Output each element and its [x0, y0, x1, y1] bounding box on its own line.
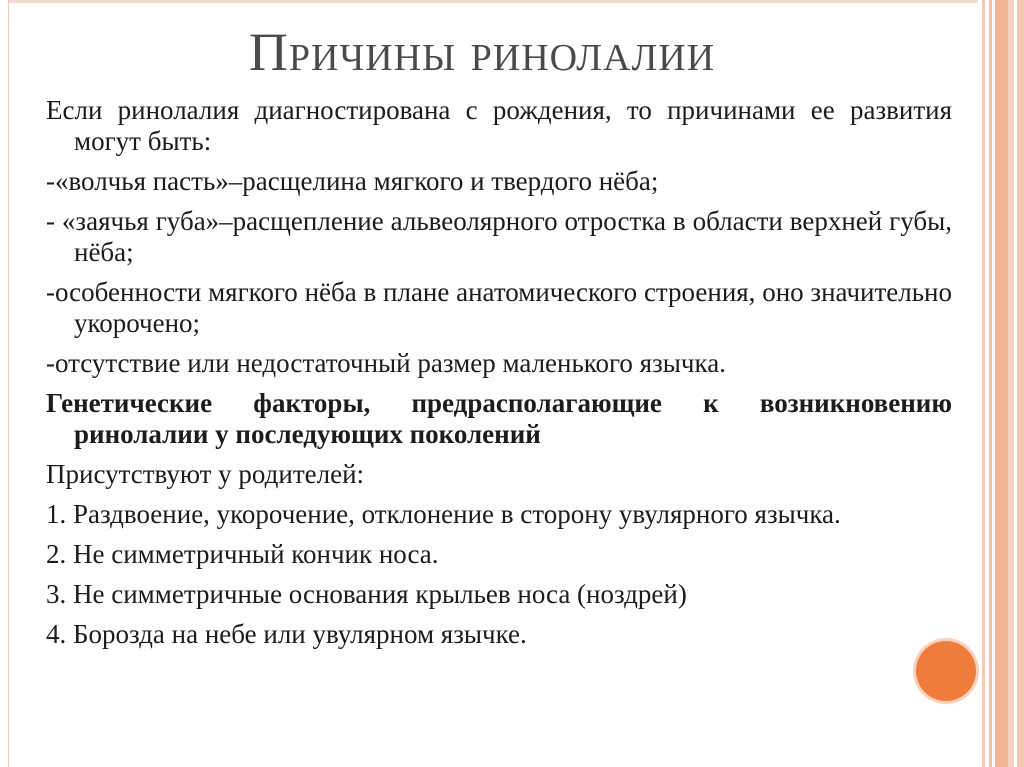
intro-paragraph: Если ринолалия диагностирована с рождения, то причинами ее развития могут быть:	[46, 95, 952, 156]
orange-circle-decoration	[916, 641, 976, 701]
list-item-3: 3. Не симметричные основания крыльев носа (ноздрей)	[46, 579, 687, 609]
cause-item-cleft-lip: - «заячья губа»‒расщепление альвеолярного отростка в области верхней губы, нёба;	[46, 206, 952, 267]
cause-item-cleft-palate: -«волчья пасть»‒расщелина мягкого и твердого нёба;	[46, 166, 659, 196]
cause-item-soft-palate: -особенности мягкого нёба в плане анатомического строения, оно значительно укорочено;	[46, 277, 952, 338]
cause-item-uvula: -отсутствие или недостаточный размер маленького язычка.	[46, 348, 726, 378]
list-item-1: 1. Раздвоение, укорочение, отклонение в сторону увулярного язычка.	[46, 499, 841, 529]
list-item-2: 2. Не симметричный кончик носа.	[46, 539, 439, 569]
decorative-stripes	[978, 0, 1024, 767]
list-item-4: 4. Борозда на небе или увулярном язычке.	[46, 619, 527, 649]
top-border	[0, 0, 1024, 3]
parents-label: Присутствуют у родителей:	[46, 459, 365, 489]
genetic-factors-heading: Генетические факторы, предрасполагающие к возникновению ринолалии у последующих поколений	[46, 388, 952, 449]
slide-body	[46, 95, 952, 659]
left-border	[0, 0, 9, 767]
slide-title: Причины ринолалии	[248, 22, 716, 82]
